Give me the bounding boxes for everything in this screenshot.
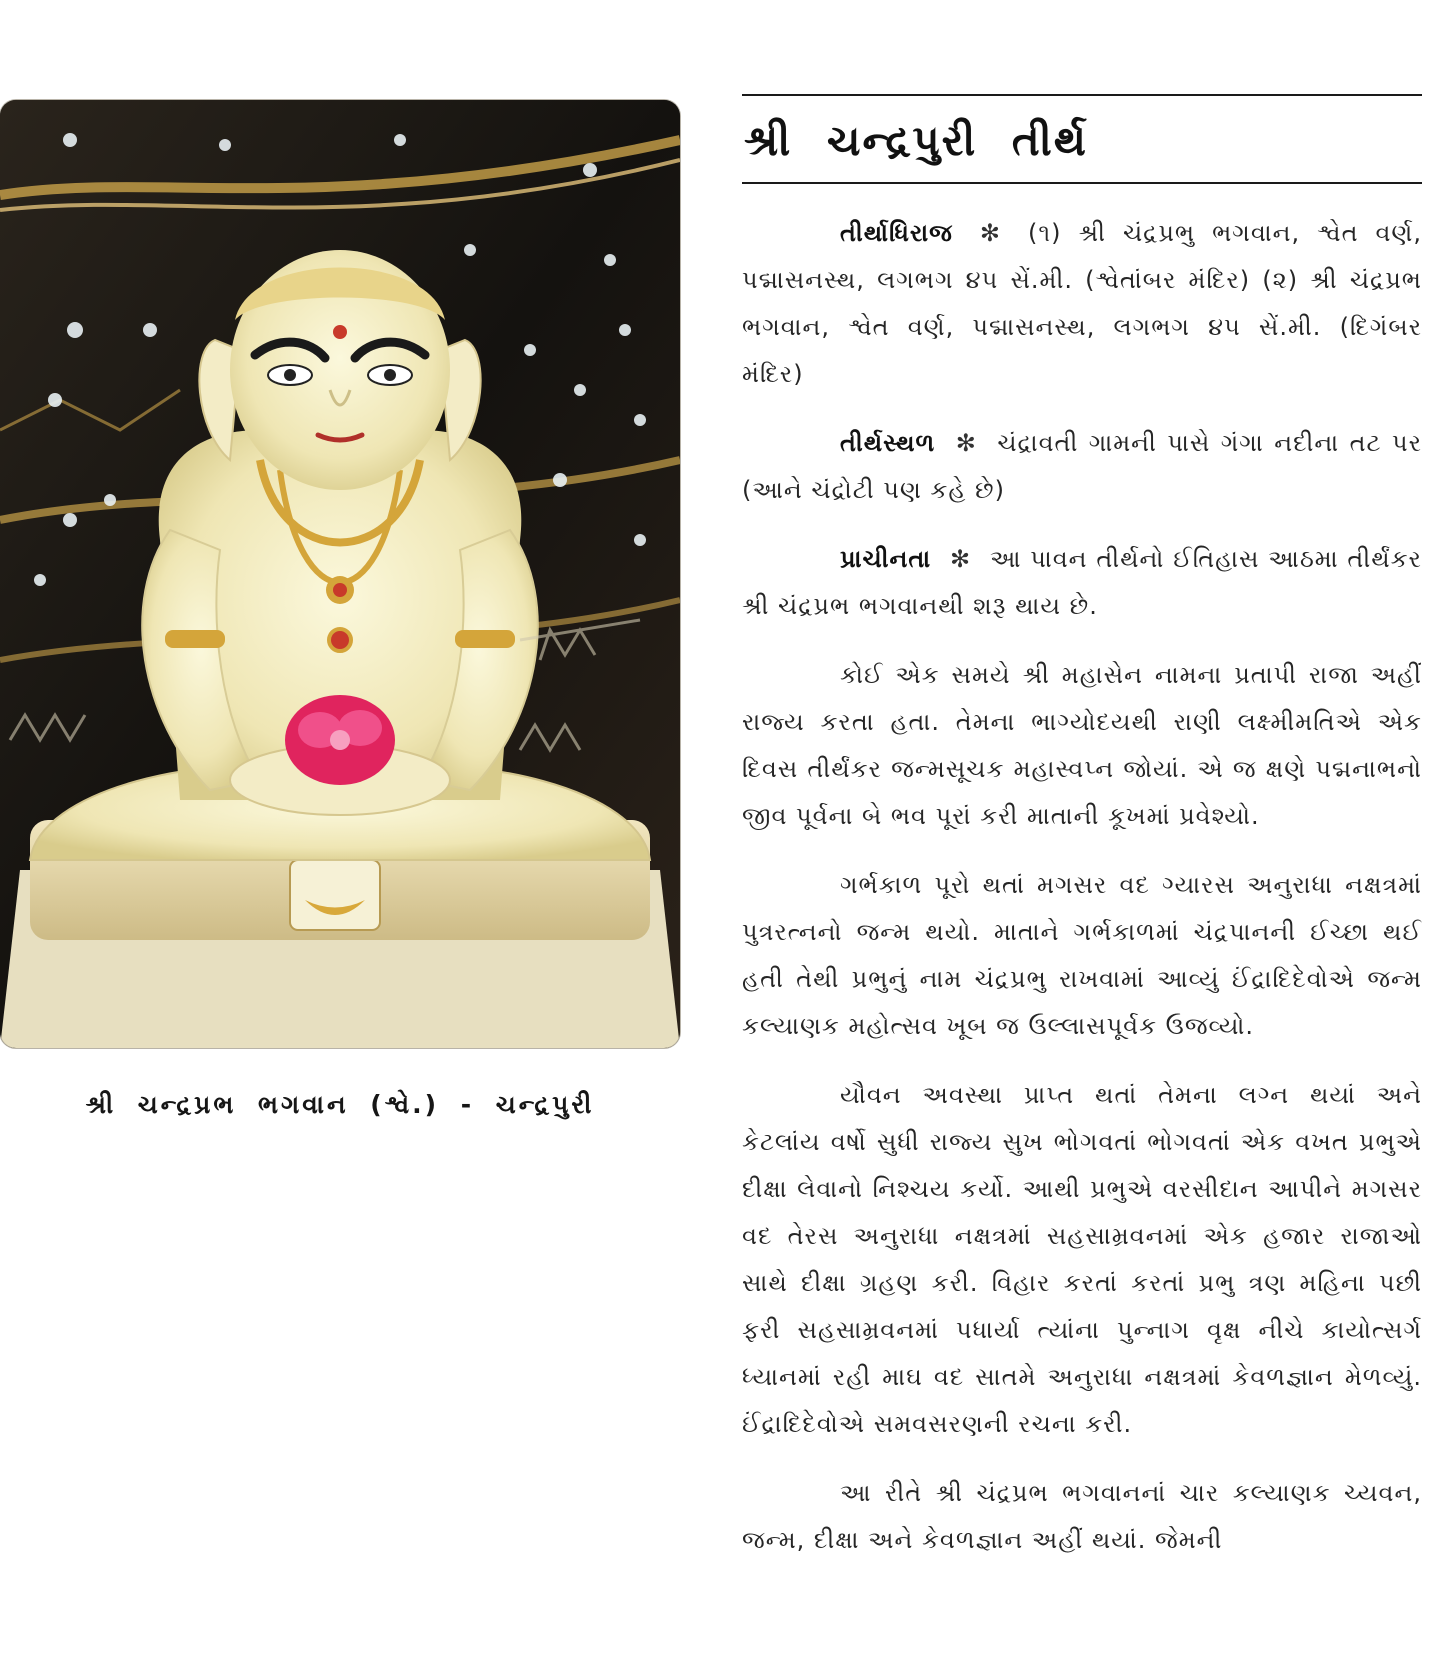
photo-caption: શ્રી ચન્દ્રપ્રભ ભગવાન (શ્વે.) - ચન્દ્રપુરી: [85, 1090, 595, 1119]
paragraph: યૌવન અવસ્થા પ્રાપ્ત થતાં તેમના લગ્ન થયાં અને કેટલાંય વર્ષો સુધી રાજ્ય સુખ ભોગવતાં ભોગવતાં એક વખત પ્રભુએ દીક્ષા લેવાનો નિશ્ચય કર્યો. આથી પ્રભુએ વરસીદાન આપીને મગસર વદ તેરસ અનુરાધા નક્ષત્રમાં સહસામ્રવનમાં એક હજાર રાજાઓ સાથે દીક્ષા ગ્રહણ કરી. વિહાર કરતાં કરતાં પ્રભુ ત્રણ મહિના પછી ફરી સહસામ્રવનમાં પધાર્યા ત્યાંના પુન્નાગ વૃક્ષ નીચે કાયોત્સર્ગ ધ્યાનમાં રહી માઘ વદ સાતમે અનુરાધા નક્ષત્રમાં કેવળજ્ઞાન મેળવ્યું. ઈંદ્રાદિદેવોએ સમવસરણની રચના કરી.: [742, 1081, 1422, 1439]
section-label: પ્રાચીનતા: [840, 545, 932, 574]
tilak: [333, 325, 347, 339]
lotus-flower: [285, 695, 395, 785]
section-text: ચંદ્રાવતી ગામની પાસે ગંગા નદીના તટ પર (આને ચંદ્રોટી પણ કહે છે): [742, 429, 1422, 505]
asterisk-icon: ✻: [979, 219, 1002, 248]
asterisk-icon: ✻: [950, 545, 972, 574]
title-rule-top: [742, 94, 1422, 96]
idol-photo: [0, 100, 680, 1048]
section-tirthadhiraj: [742, 210, 1422, 398]
article: [742, 94, 1422, 1564]
asterisk-icon: ✻: [955, 429, 977, 458]
paragraph: આ રીતે શ્રી ચંદ્રપ્રભ ભગવાનનાં ચાર કલ્યાણક ચ્યવન, જન્મ, દીક્ષા અને કેવળજ્ઞાન અહીં થયાં. જેમની: [742, 1479, 1422, 1555]
title-rule-bottom: [742, 182, 1422, 184]
idol-illustration: [0, 100, 680, 1048]
section-text: આ પાવન તીર્થનો ઈતિહાસ આઠમા તીર્થંકર શ્રી ચંદ્રપ્રભ ભગવાનથી શરૂ થાય છે.: [742, 545, 1422, 621]
section-label: તીર્થસ્થળ: [840, 429, 936, 458]
section-text: (૧) શ્રી ચંદ્રપ્રભુ ભગવાન, શ્વેત વર્ણ, પદ્માસનસ્થ, લગભગ ૪૫ સેં.મી. (શ્વેતાંબર મંદિર) (૨) શ્રી ચંદ્રપ્રભ ભગવાન, શ્વેત વર્ણ, પદ્માસનસ્થ, લગભગ ૪૫ સેં.મી. (દિગંબર મંદિર): [742, 219, 1422, 389]
section-tirthsthal: [742, 420, 1422, 514]
section-label: તીર્થાધિરાજ: [840, 219, 953, 248]
section-prachinata: [742, 536, 1422, 630]
paragraph: ગર્ભકાળ પૂરો થતાં મગસર વદ ગ્યારસ અનુરાધા નક્ષત્રમાં પુત્રરત્નનો જન્મ થયો. માતાને ગર્ભકાળમાં ચંદ્રપાનની ઈચ્છા થઈ હતી તેથી પ્રભુનું નામ ચંદ્રપ્રભુ રાખવામાં આવ્યું ઈંદ્રાદિદેવોએ જન્મ કલ્યાણક મહોત્સવ ખૂબ જ ઉલ્લાસપૂર્વક ઉજવ્યો.: [742, 871, 1422, 1041]
crescent-emblem: [290, 860, 380, 930]
paragraph: કોઈ એક સમયે શ્રી મહાસેન નામના પ્રતાપી રાજા અહીં રાજ્ય કરતા હતા. તેમના ભાગ્યોદયથી રાણી લક્ષ્મીમતિએ એક દિવસ તીર્થંકર જન્મસૂચક મહાસ્વપ્ન જોયાં. એ જ ક્ષણે પદ્મનાભનો જીવ પૂર્વના બે ભવ પૂરાં કરી માતાની કૂખમાં પ્રવેશ્યો.: [742, 661, 1422, 831]
page-title: શ્રી ચન્દ્રપુરી તીર્થ: [744, 116, 1089, 165]
